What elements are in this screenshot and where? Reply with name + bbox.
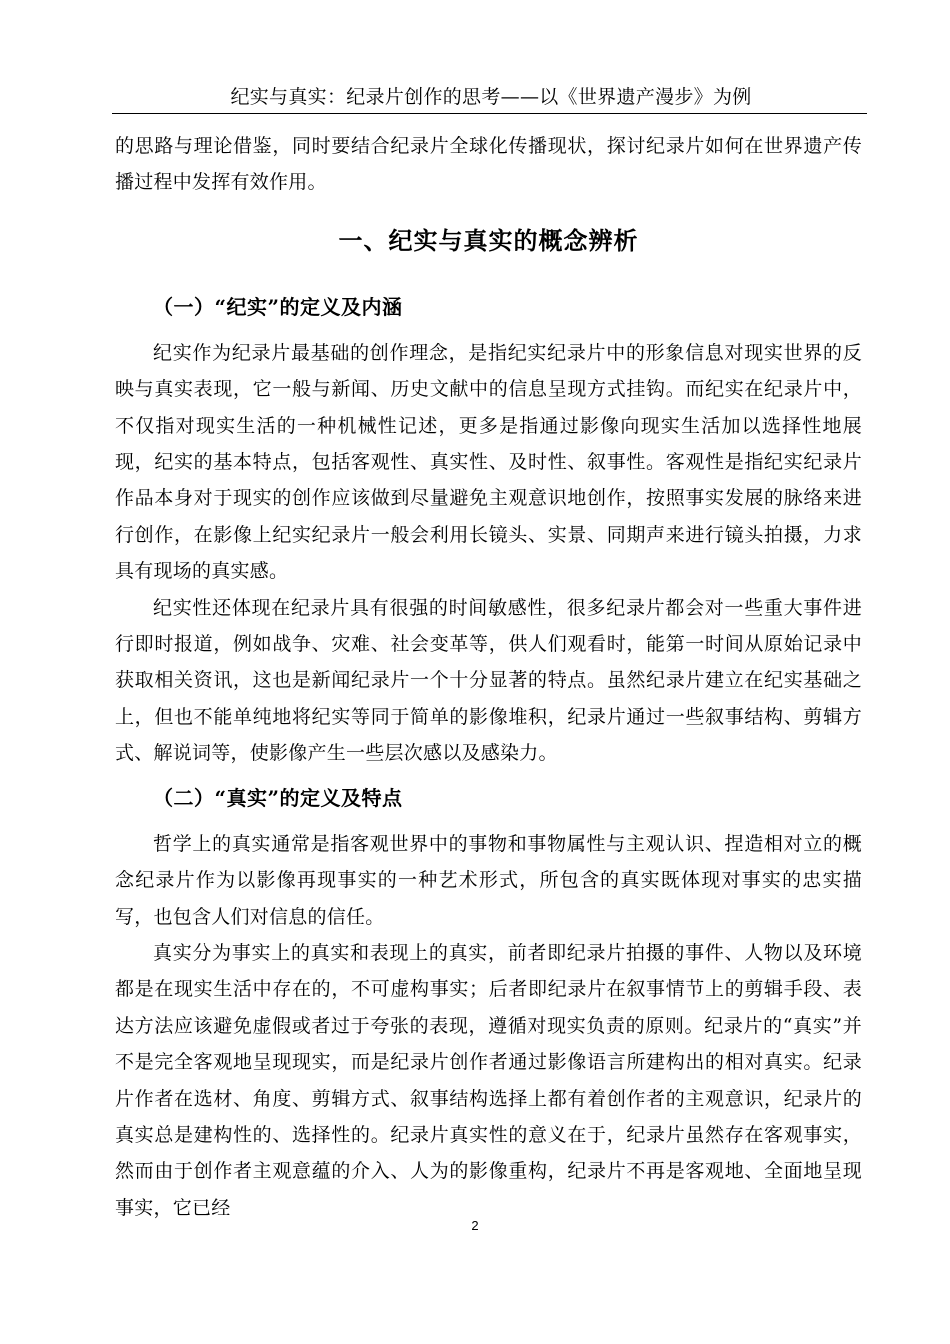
header-rule bbox=[112, 113, 867, 114]
page-body bbox=[115, 128, 862, 1226]
paragraph: 真实分为事实上的真实和表现上的真实，前者即纪录片拍摄的事件、人物以及环境都是在现实生活中存在的，不可虚构事实；后者即纪录片在叙事情节上的剪辑手段、表达方法应该避免虚假或者过于夸张的表现，遵循对现实负责的原则。纪录片的“真实”并不是完全客观地呈现现实，而是纪录片创作者通过影像语言所建构出的相对真实。纪录片作者在选材、角度、剪辑方式、叙事结构选择上都有着创作者的主观意识，纪录片的真实总是建构性的、选择性的。纪录片真实性的意义在于，纪录片虽然存在客观事实，然而由于创作者主观意蕴的介入、人为的影像重构，纪录片不再是客观地、全面地呈现事实，它已经 bbox=[115, 941, 862, 1219]
subsection-title-1: （一）“纪实”的定义及内涵 bbox=[153, 294, 403, 319]
subsection-title-2: （二）“真实”的定义及特点 bbox=[153, 785, 403, 810]
paragraph: 纪实性还体现在纪录片具有很强的时间敏感性，很多纪录片都会对一些重大事件进行即时报道，例如战争、灾难、社会变革等，供人们观看时，能第一时间从原始记录中获取相关资讯，这也是新闻纪录片一个十分显著的特点。虽然纪录片建立在纪实基础之上，但也不能单纯地将纪实等同于简单的影像堆积，纪录片通过一些叙事结构、剪辑方式、解说词等，使影像产生一些层次感以及感染力。 bbox=[115, 596, 862, 765]
running-header: 纪实与真实：纪录片创作的思考——以《世界遗产漫步》为例 bbox=[230, 86, 752, 108]
section-title: 一、纪实与真实的概念辨析 bbox=[338, 225, 639, 255]
paragraph: 哲学上的真实通常是指客观世界中的事物和事物属性与主观认识、捏造相对立的概念纪录片作为以影像再现事实的一种艺术形式，所包含的真实既体现对事实的忠实描写，也包含人们对信息的信任。 bbox=[115, 832, 862, 928]
intro-paragraph: 的思路与理论借鉴，同时要结合纪录片全球化传播现状，探讨纪录片如何在世界遗产传播过程中发挥有效作用。 bbox=[115, 135, 862, 194]
page-number: 2 bbox=[471, 1218, 479, 1233]
paragraph: 纪实作为纪录片最基础的创作理念，是指纪实纪录片中的形象信息对现实世界的反映与真实表现，它一般与新闻、历史文献中的信息呈现方式挂钩。而纪实在纪录片中，不仅指对现实生活的一种机械性记述，更多是指通过影像向现实生活加以选择性地展现，纪实的基本特点，包括客观性、真实性、及时性、叙事性。客观性是指纪实纪录片作品本身对于现实的创作应该做到尽量避免主观意识地创作，按照事实发展的脉络来进行创作，在影像上纪实纪录片一般会利用长镜头、实景、同期声来进行镜头拍摄，力求具有现场的真实感。 bbox=[115, 341, 862, 583]
